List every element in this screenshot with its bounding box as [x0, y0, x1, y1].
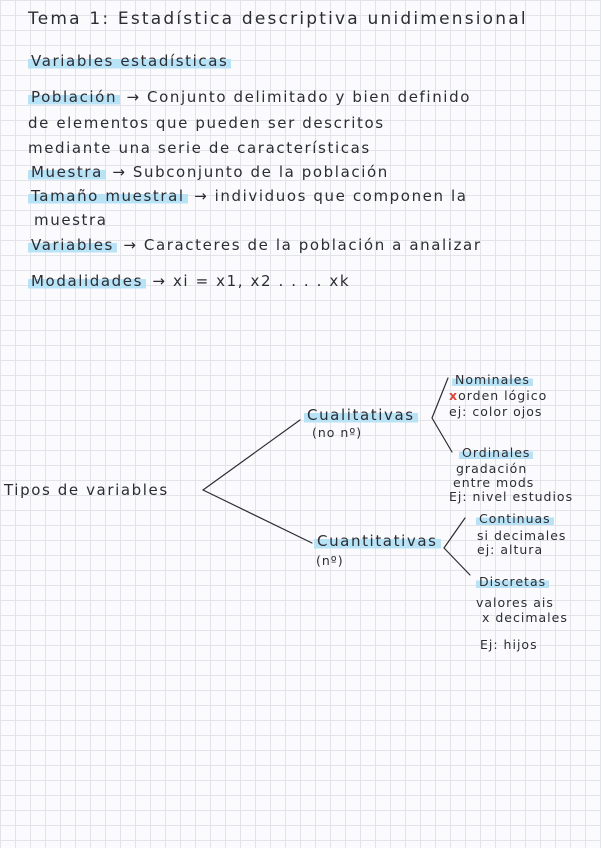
ordinales-label: Ordinales — [459, 446, 533, 460]
poblacion-text: → Conjunto delimitado y bien definido — [126, 88, 471, 106]
cualitativas-note: (no nº) — [312, 425, 363, 440]
discretas-label: Discretas — [476, 575, 549, 589]
cuantitativas-note: (nº) — [316, 553, 344, 568]
continuas-label: Continuas — [476, 512, 554, 526]
page-title: Tema 1: Estadística descriptiva unidimensional — [28, 9, 528, 29]
variables-term: Variables — [28, 236, 117, 254]
nominales-line-1: xorden lógico — [449, 388, 548, 403]
ordinales-line-2: entre mods — [453, 475, 535, 490]
ordinales-line-3: Ej: nivel estudios — [449, 489, 574, 504]
discretas-line-3: Ej: hijos — [480, 637, 538, 652]
cuantitativas-label: Cuantitativas — [314, 532, 441, 550]
root-node: Tipos de variables — [4, 481, 169, 499]
tamano-text: → individuos que componen la — [194, 187, 468, 205]
modalidades-text: → xi = x1, x2 . . . . xk — [152, 272, 351, 290]
cross-mark-icon: x — [449, 388, 459, 403]
poblacion-term: Población — [28, 88, 120, 106]
bracket-cuantitativas — [444, 518, 470, 575]
modalidades-term: Modalidades — [28, 272, 146, 290]
nominales-line-2: ej: color ojos — [449, 404, 543, 419]
branch-to-cualitativas — [203, 420, 300, 490]
continuas-line-2: ej: altura — [477, 542, 544, 557]
nominales-label: Nominales — [452, 373, 533, 387]
poblacion-line-2: de elementos que pueden ser descritos — [28, 114, 385, 132]
continuas-line-1: si decimales — [477, 528, 567, 543]
discretas-line-1: valores ais — [476, 595, 554, 610]
tamano-line-2: muestra — [34, 211, 108, 229]
tamano-term: Tamaño muestral — [28, 187, 188, 205]
muestra-text: → Subconjunto de la población — [112, 163, 389, 181]
muestra-term: Muestra — [28, 163, 106, 181]
branch-to-cuantitativas — [203, 490, 312, 543]
poblacion-line-3: mediante una serie de características — [28, 139, 371, 157]
variables-text: → Caracteres de la población a analizar — [123, 236, 482, 254]
section-heading: Variables estadísticas — [28, 52, 231, 70]
cualitativas-label: Cualitativas — [304, 406, 418, 424]
ordinales-line-1: gradación — [456, 461, 528, 476]
discretas-line-2: x decimales — [482, 610, 568, 625]
